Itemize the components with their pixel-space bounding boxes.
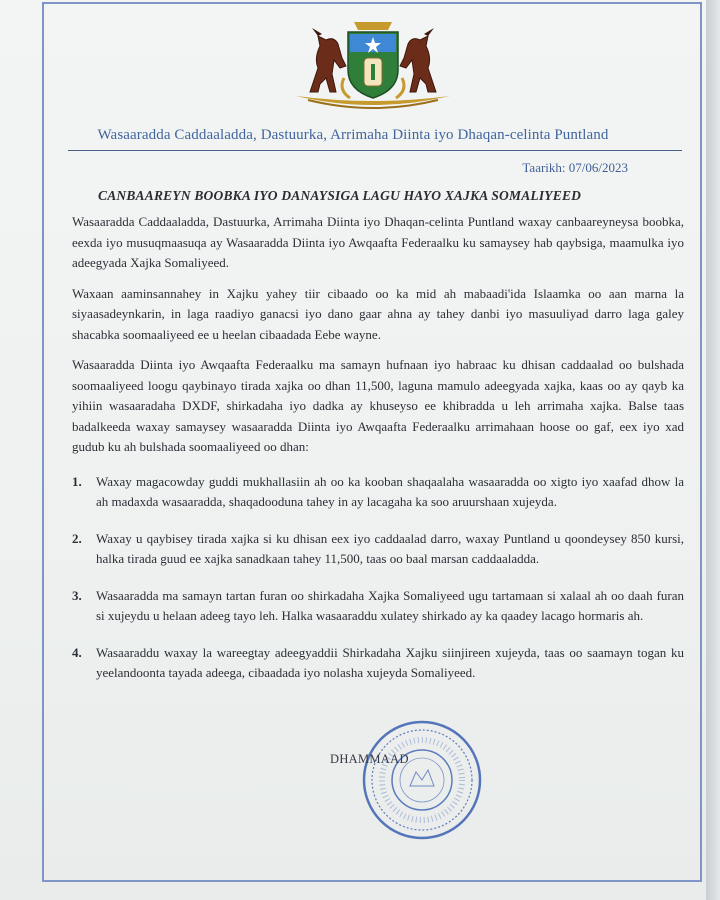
header-divider	[68, 150, 682, 151]
list-item	[72, 472, 684, 513]
paragraph-3: Wasaaradda Diinta iyo Awqaafta Federaalku ma samayn hufnaan iyo habraac ku dhisan caddaalad oo bulshada soomaaliyeed loogu qaybinayo tirada xajka oo dhan 11,500, laguna mamulo adeegyada xajka, kaas oo ay qayb ka yihiin wasaaradaha DXDF, shirkadaha iyo dadka ay khuseyso ee khibradda u leh arrimaha xajka. Balse taas badalkeeda waxay samaysey wasaaradda Diinta iyo Awqaafta Federaalku arrimahaan hoose oo gaf, eex iyo xad gudub ku ah bulshada soomaaliyeed oo dhan:	[72, 357, 684, 454]
list-number: 1.	[72, 473, 82, 489]
list-text: Waxay u qaybisey tirada xajka si ku dhisan eex iyo caddaalad darro, waxay Puntland u qoondeysey 850 kursi, halka tirada guud ee xajka sanadkaan tahey 11,500, taas oo baal marsan caddaaladda.	[96, 530, 684, 566]
list-item	[72, 529, 684, 570]
grievance-list	[72, 472, 684, 684]
list-text: Wasaaradda ma samayn tartan furan oo shirkadaha Xajka Somaliyeed ugu tartamaan si xalaal ah oo daah furan si xujeydu u helaan adeeg tayo leh. Halka wasaaraddu xulatey shirkado ay ka qaadey lacago hormaris ah.	[96, 587, 684, 623]
paragraph-2: Waxaan aaminsannahey in Xajku yahey tiir cibaado oo ka mid ah mabaadi'ida Islaamka oo aan marna la siyaasadeynkarin, in laga raadiyo ganacsi iyo dano gaar ahna ay tahey danbi iyo masuuliyad darro laga galey shacabka soomaaliyeed ee u heelan cibaadada Eebe wayne.	[72, 285, 684, 342]
official-stamp	[358, 716, 486, 844]
document-date: Taarikh: 07/06/2023	[522, 160, 628, 175]
puntland-emblem	[288, 18, 458, 114]
list-text: Waxay magacowday guddi mukhallasiin ah oo ka kooban shaqaalaha wasaaradda oo xigto iyo xaafad dhow la ah madaxda wasaaradda, shaqadooduna tahey in ay lacagaha ka soo aruurshaan xujeyda.	[96, 473, 684, 509]
paragraph-1: Wasaaradda Caddaaladda, Dastuurka, Arrimaha Diinta iyo Dhaqan-celinta Puntland waxay canbaareyneysa boobka, eexda iyo musuqmaasuqa ay Wasaaradda Diinta iyo Awqaafta Federaalku ku samaysey hab qaybsiga, maamulka iyo adeegyada Xajka Somaliyeed.	[72, 214, 684, 270]
document-title: CANBAAREYN BOOBKA IYO DANAYSIGA LAGU HAYO XAJKA SOMALIYEED	[98, 188, 582, 203]
list-number: 4.	[72, 644, 82, 660]
ministry-name: Wasaaradda Caddaaladda, Dastuurka, Arrimaha Diinta iyo Dhaqan-celinta Puntland	[97, 127, 609, 143]
list-item	[72, 643, 684, 684]
list-number: 2.	[72, 530, 82, 546]
closing-mark: DHAMMAAD	[330, 752, 409, 766]
list-item	[72, 586, 684, 627]
page-edge	[706, 0, 720, 900]
list-number: 3.	[72, 587, 82, 603]
list-text: Wasaaraddu waxay la wareegtay adeegyaddii Shirkadaha Xajku siinjireen xujeyda, taas oo saamayn togan ku yeelandoonta tayada adeega, cibaadada iyo nolasha xujeyda Somaliyeed.	[96, 644, 684, 680]
document-body	[72, 212, 684, 700]
